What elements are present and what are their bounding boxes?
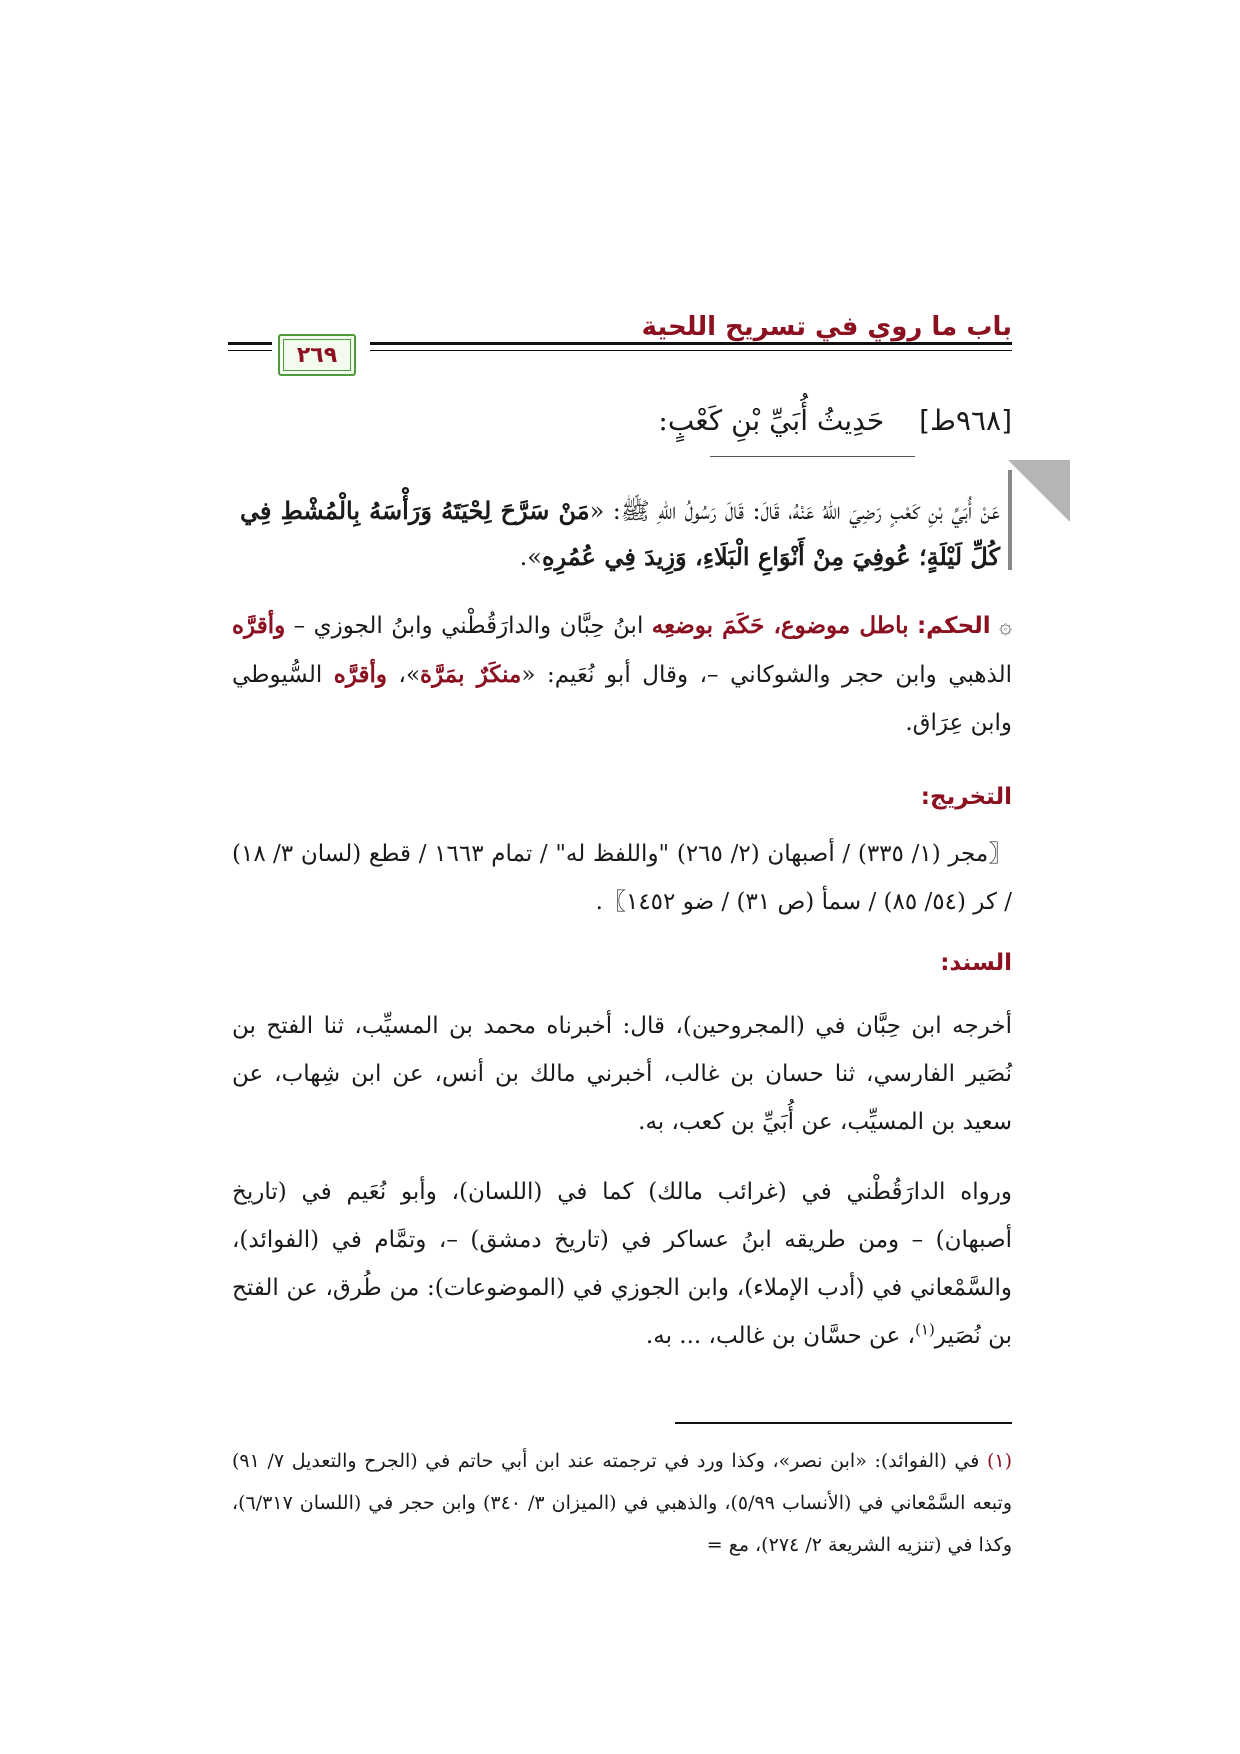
hadith-text-end: ». [519, 543, 542, 571]
corner-side-line [1008, 470, 1012, 570]
ruling-text-2: الذهبي وابن حجر والشوكاني –، وقال أبو نُعَيم: « [521, 662, 1013, 688]
takhrij-text: 〖مجر (١/ ٣٣٥) / أصبهان (٢/ ٢٦٥) "واللفظ له" / تمام ١٦٦٣ / قطع (لسان ٣/ ١٨) / كر (٥٤/ ٨٥) / سمأ (ص ٣١) / ضو ١٤٥٢〗. [232, 841, 1012, 915]
header-rule-left-bottom [228, 350, 272, 351]
ruling-text-4: السُّيوطي وابن عِرَاق. [232, 662, 1012, 736]
ruling-text-1: ابنُ حِبَّان والدارَقُطْني وابنُ الجوزي – [285, 613, 652, 639]
sanad-title: السند: [940, 950, 1012, 976]
sanad-paragraph-1: أخرجه ابن حِبَّان في (المجروحين)، قال: أخبرناه محمد بن المسيِّب، ثنا الفتح بن نُصَير الفارسي، ثنا حسان بن غالب، أخبرني مالك بن أنس، عن ابن شِهاب، عن سعيد بن المسيِّب، عن أُبَيِّ بن كعب، به. [232, 1013, 1012, 1135]
hadith-text [240, 488, 1000, 580]
footnote-marker: (١) [915, 1320, 935, 1339]
hadith-text-body: مَنْ سَرَّحَ لِحْيَتَهُ وَرَأْسَهُ بِالْمُشْطِ فِي كُلِّ لَيْلَةٍ؛ عُوفِيَ مِنْ أَنْوَاعِ الْبَلَاءِ، وَزِيدَ فِي عُمُرِهِ [240, 496, 1000, 571]
header-rule-top [370, 342, 1012, 345]
hadith-text-intro: عَنْ أُبَيِّ بْنِ كَعْبٍ رَضِيَ اللهُ عَنْهُ، قَالَ: قَالَ رَسُولُ اللهِ ﷺ: « [589, 497, 1001, 525]
page-number: ٢٦٩ [296, 342, 338, 368]
running-title: باب ما روي في تسريح اللحية [641, 312, 1012, 342]
heading-underline [710, 456, 915, 457]
header-rule-left-top [228, 342, 272, 345]
footnote-separator [675, 1422, 1012, 1424]
sanad-paragraph-2 [232, 1168, 1012, 1360]
footnote-number: (١) [986, 1450, 1012, 1472]
takhrij-title: التخريج: [920, 784, 1012, 810]
hadith-number: [٩٦٨ط] [919, 404, 1012, 437]
hadith-heading [212, 404, 1012, 437]
ruling-label: الحكم: [916, 613, 991, 639]
corner-ornament [1008, 460, 1070, 522]
header-rule-bottom [370, 350, 1012, 351]
ruling-verdict: باطل موضوع، حَكَمَ بوضعِه [651, 612, 909, 639]
ruling-text-3: »، [387, 662, 421, 688]
footnote-text: في (الفوائد): «ابن نصر»، وكذا ورد في ترجمته عند ابن أبي حاتم في (الجرح والتعديل ٧/ ٩١) وتبعه السَّمْعاني في (الأنساب ٥/٩٩)، والذهبي في (الميزان ٣/ ٣٤٠) وابن حجر في (اللسان ٦/٣١٧)، وكذا في (تنزيه الشريعة ٢/ ٢٧٤)، مع = [232, 1450, 1012, 1556]
flower-icon: ۞ [999, 614, 1012, 639]
footnote [232, 1440, 1012, 1566]
ruling-agreed-1: وأقرَّه [232, 612, 286, 639]
ruling-paragraph [232, 602, 1012, 747]
sanad-paragraph-2-text: ورواه الدارَقُطْني في (غرائب مالك) كما في (اللسان)، وأبو نُعَيم في (تاريخ أصبهان) – ومن طريقه ابنُ عساكر في (تاريخ دمشق) –، وتمَّام في (الفوائد)، والسَّمْعاني في (أدب الإملاء)، وابن الجوزي في (الموضوعات): من طُرق، عن الفتح بن نُصَير [232, 1179, 1012, 1349]
ruling-agreed-2: وأقرَّه [333, 661, 387, 688]
hadith-title: حَدِيثُ أُبَيِّ بْنِ كَعْبٍ: [658, 404, 885, 437]
page-number-frame [278, 334, 356, 376]
ruling-munkar: منكَرٌ بمَرَّة [420, 661, 522, 688]
sanad-paragraph-2-end: ، عن حسَّان بن غالب، ... به. [645, 1323, 916, 1349]
